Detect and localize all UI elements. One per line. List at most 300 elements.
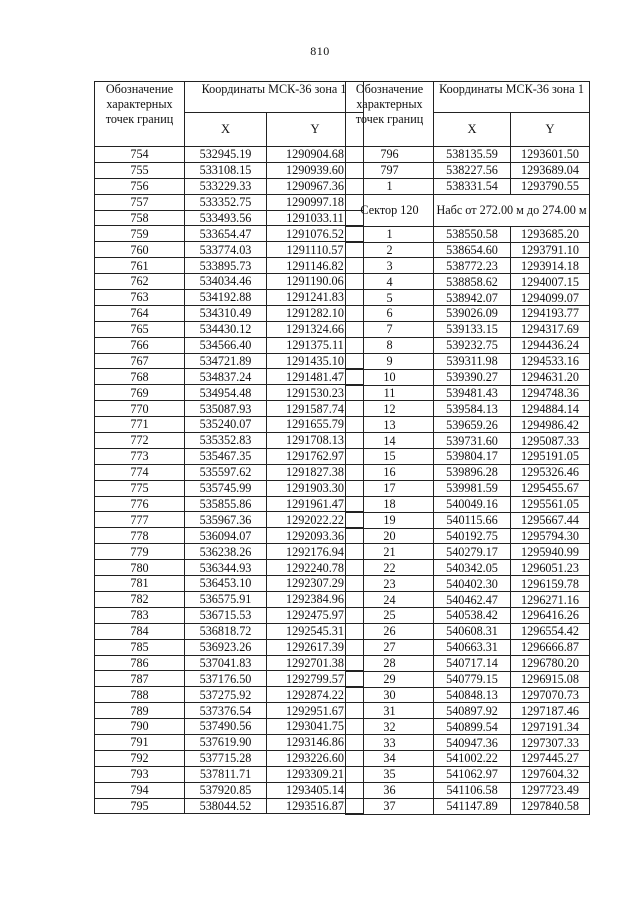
- point-id-cell: 763: [95, 290, 185, 306]
- table-row: [346, 671, 590, 687]
- table-row: [346, 576, 590, 592]
- point-id-cell: 793: [95, 766, 185, 782]
- x-coordinate-cell: 536575.91: [185, 591, 267, 607]
- y-coordinate-cell: 1291110.57: [267, 242, 364, 258]
- table-row: [95, 321, 364, 337]
- y-coordinate-cell: 1293309.21: [267, 766, 364, 782]
- y-coordinate-cell: 1292701.38: [267, 655, 364, 671]
- y-coordinate-cell: 1292176.94: [267, 544, 364, 560]
- y-coordinate-cell: 1291190.06: [267, 274, 364, 290]
- table-row: [346, 560, 590, 576]
- table-row: [346, 290, 590, 306]
- point-id-cell: 25: [346, 608, 434, 624]
- point-id-cell: 785: [95, 639, 185, 655]
- point-id-cell: 3: [346, 258, 434, 274]
- y-coordinate-cell: 1294986.42: [511, 417, 590, 433]
- y-coordinate-cell: 1291903.30: [267, 480, 364, 496]
- x-coordinate-cell: 536344.93: [185, 560, 267, 576]
- table-row: [95, 798, 364, 814]
- table-row: [346, 226, 590, 242]
- x-coordinate-cell: 533774.03: [185, 242, 267, 258]
- point-id-cell: 795: [95, 798, 185, 814]
- table-row: [346, 544, 590, 560]
- y-coordinate-cell: 1297840.58: [511, 798, 590, 814]
- y-coordinate-cell: 1295087.33: [511, 433, 590, 449]
- table-row: [95, 496, 364, 512]
- x-coordinate-cell: 538227.56: [434, 162, 511, 178]
- table-row: [95, 703, 364, 719]
- y-coordinate-cell: 1292874.22: [267, 687, 364, 703]
- x-coordinate-cell: 536923.26: [185, 639, 267, 655]
- coord-group-header: Координаты МСК-36 зона 1: [185, 82, 364, 113]
- point-id-cell: 32: [346, 719, 434, 735]
- coord-group-header: Координаты МСК-36 зона 1: [434, 82, 590, 113]
- x-coordinate-cell: 533108.15: [185, 162, 267, 178]
- table-row: [95, 385, 364, 401]
- x-coordinate-cell: 539026.09: [434, 306, 511, 322]
- table-row: [95, 671, 364, 687]
- x-coordinate-cell: 537176.50: [185, 671, 267, 687]
- table-row: [346, 751, 590, 767]
- y-coordinate-cell: 1293146.86: [267, 734, 364, 750]
- table-row: [95, 512, 364, 528]
- table-row: [95, 750, 364, 766]
- table-row: [95, 782, 364, 798]
- point-id-cell: 771: [95, 417, 185, 433]
- point-id-cell: 791: [95, 734, 185, 750]
- point-id-cell: 767: [95, 353, 185, 369]
- y-coordinate-cell: 1291827.38: [267, 464, 364, 480]
- table-row: [346, 274, 590, 290]
- x-coordinate-cell: 537920.85: [185, 782, 267, 798]
- point-id-cell: 29: [346, 671, 434, 687]
- table-row: [346, 703, 590, 719]
- y-coordinate-cell: 1294099.07: [511, 290, 590, 306]
- y-coordinate-cell: 1292307.29: [267, 576, 364, 592]
- table-row: [95, 560, 364, 576]
- table-row: [346, 782, 590, 798]
- y-coordinate-cell: 1292951.67: [267, 703, 364, 719]
- x-header: X: [434, 113, 511, 147]
- x-coordinate-cell: 537619.90: [185, 734, 267, 750]
- table-row: [95, 417, 364, 433]
- x-coordinate-cell: 540779.15: [434, 671, 511, 687]
- x-coordinate-cell: 535967.36: [185, 512, 267, 528]
- point-id-cell: 769: [95, 385, 185, 401]
- table-row: [346, 162, 590, 178]
- x-coordinate-cell: 538654.60: [434, 242, 511, 258]
- point-id-cell: 30: [346, 687, 434, 703]
- x-coordinate-cell: 532945.19: [185, 147, 267, 163]
- point-id-cell: 762: [95, 274, 185, 290]
- table-row: [95, 719, 364, 735]
- sector-range: Набс от 272.00 м до 274.00 м: [434, 194, 590, 226]
- y-coordinate-cell: 1294317.69: [511, 322, 590, 338]
- x-coordinate-cell: 540402.30: [434, 576, 511, 592]
- y-coordinate-cell: 1293685.20: [511, 226, 590, 242]
- x-coordinate-cell: 536715.53: [185, 607, 267, 623]
- y-coordinate-cell: 1297723.49: [511, 782, 590, 798]
- table-row: [346, 449, 590, 465]
- point-id-cell: 781: [95, 576, 185, 592]
- y-coordinate-cell: 1291708.13: [267, 433, 364, 449]
- table-row: [95, 576, 364, 592]
- x-coordinate-cell: 534034.46: [185, 274, 267, 290]
- y-coordinate-cell: 1291076.52: [267, 226, 364, 242]
- point-id-cell: 784: [95, 623, 185, 639]
- table-row: [95, 766, 364, 782]
- point-id-cell: 36: [346, 782, 434, 798]
- y-coordinate-cell: 1293041.75: [267, 719, 364, 735]
- point-id-cell: 766: [95, 337, 185, 353]
- table-row: [346, 258, 590, 274]
- point-id-cell: 11: [346, 385, 434, 401]
- y-coordinate-cell: 1297307.33: [511, 735, 590, 751]
- x-coordinate-cell: 538044.52: [185, 798, 267, 814]
- x-coordinate-cell: 540049.16: [434, 496, 511, 512]
- x-coordinate-cell: 534566.40: [185, 337, 267, 353]
- point-id-cell: 19: [346, 512, 434, 528]
- point-id-cell: 757: [95, 194, 185, 210]
- y-coordinate-cell: 1296666.87: [511, 639, 590, 655]
- table-row: [95, 655, 364, 671]
- x-coordinate-cell: 537376.54: [185, 703, 267, 719]
- table-row: [95, 448, 364, 464]
- y-coordinate-cell: 1291587.74: [267, 401, 364, 417]
- x-coordinate-cell: 538942.07: [434, 290, 511, 306]
- point-id-cell: 796: [346, 147, 434, 163]
- x-coordinate-cell: 541106.58: [434, 782, 511, 798]
- point-id-cell: 790: [95, 719, 185, 735]
- point-id-cell: 777: [95, 512, 185, 528]
- x-coordinate-cell: 538550.58: [434, 226, 511, 242]
- point-id-cell: 758: [95, 210, 185, 226]
- table-row: [95, 734, 364, 750]
- point-id-cell: 1: [346, 178, 434, 194]
- y-coordinate-cell: 1290967.36: [267, 178, 364, 194]
- x-coordinate-cell: 535087.93: [185, 401, 267, 417]
- table-row: [346, 735, 590, 751]
- x-coordinate-cell: 541147.89: [434, 798, 511, 814]
- y-coordinate-cell: 1291762.97: [267, 448, 364, 464]
- x-coordinate-cell: 539804.17: [434, 449, 511, 465]
- x-coordinate-cell: 539584.13: [434, 401, 511, 417]
- point-id-cell: 761: [95, 258, 185, 274]
- coordinates-table-left: [94, 81, 364, 814]
- table-row: [95, 607, 364, 623]
- point-id-cell: 788: [95, 687, 185, 703]
- sector-label: Сектор 120: [346, 194, 434, 226]
- y-coordinate-cell: 1296051.23: [511, 560, 590, 576]
- table-row: [95, 242, 364, 258]
- table-row: [346, 178, 590, 194]
- table-row: [346, 322, 590, 338]
- x-coordinate-cell: 537490.56: [185, 719, 267, 735]
- point-id-cell: 756: [95, 178, 185, 194]
- point-id-cell: 6: [346, 306, 434, 322]
- y-coordinate-cell: 1292384.96: [267, 591, 364, 607]
- point-id-cell: 22: [346, 560, 434, 576]
- point-id-cell: 786: [95, 655, 185, 671]
- table-row: [95, 623, 364, 639]
- point-id-cell: 12: [346, 401, 434, 417]
- x-coordinate-cell: 540608.31: [434, 623, 511, 639]
- y-coordinate-cell: 1296159.78: [511, 576, 590, 592]
- table-row: [95, 226, 364, 242]
- y-coordinate-cell: 1294193.77: [511, 306, 590, 322]
- y-coordinate-cell: 1293405.14: [267, 782, 364, 798]
- x-coordinate-cell: 539232.75: [434, 337, 511, 353]
- x-coordinate-cell: 539659.26: [434, 417, 511, 433]
- x-coordinate-cell: 537275.92: [185, 687, 267, 703]
- y-coordinate-cell: 1295191.05: [511, 449, 590, 465]
- point-id-cell: 780: [95, 560, 185, 576]
- y-coordinate-cell: 1292093.36: [267, 528, 364, 544]
- table-row: [346, 147, 590, 163]
- y-coordinate-cell: 1291655.79: [267, 417, 364, 433]
- y-coordinate-cell: 1294007.15: [511, 274, 590, 290]
- x-coordinate-cell: 537715.28: [185, 750, 267, 766]
- y-coordinate-cell: 1296554.42: [511, 623, 590, 639]
- y-coordinate-cell: 1293516.87: [267, 798, 364, 814]
- point-id-cell: 787: [95, 671, 185, 687]
- point-id-cell: 5: [346, 290, 434, 306]
- point-id-cell: 7: [346, 322, 434, 338]
- point-id-cell: 8: [346, 337, 434, 353]
- x-coordinate-cell: 540115.66: [434, 512, 511, 528]
- table-row: [346, 465, 590, 481]
- y-coordinate-cell: 1290997.18: [267, 194, 364, 210]
- y-coordinate-cell: 1293226.60: [267, 750, 364, 766]
- point-id-cell: 24: [346, 592, 434, 608]
- y-header: Y: [511, 113, 590, 147]
- table-row: [346, 639, 590, 655]
- point-id-cell: 9: [346, 353, 434, 369]
- y-coordinate-cell: 1291282.10: [267, 305, 364, 321]
- x-coordinate-cell: 540717.14: [434, 655, 511, 671]
- x-coordinate-cell: 538331.54: [434, 178, 511, 194]
- table-row: [95, 528, 364, 544]
- y-coordinate-cell: 1291033.11: [267, 210, 364, 226]
- sector-row: [346, 194, 590, 226]
- table-row: [95, 290, 364, 306]
- y-coordinate-cell: 1293791.10: [511, 242, 590, 258]
- point-id-cell: 772: [95, 433, 185, 449]
- y-coordinate-cell: 1295940.99: [511, 544, 590, 560]
- table-row: [346, 655, 590, 671]
- x-coordinate-cell: 534837.24: [185, 369, 267, 385]
- point-id-cell: 775: [95, 480, 185, 496]
- table-row: [346, 417, 590, 433]
- y-coordinate-cell: 1294748.36: [511, 385, 590, 401]
- table-row: [95, 258, 364, 274]
- x-coordinate-cell: 535467.35: [185, 448, 267, 464]
- point-id-cell: 15: [346, 449, 434, 465]
- table-row: [346, 512, 590, 528]
- x-coordinate-cell: 539981.59: [434, 480, 511, 496]
- y-coordinate-cell: 1293601.50: [511, 147, 590, 163]
- point-id-cell: 764: [95, 305, 185, 321]
- point-id-cell: 783: [95, 607, 185, 623]
- y-coordinate-cell: 1295455.67: [511, 480, 590, 496]
- point-id-cell: 789: [95, 703, 185, 719]
- y-coordinate-cell: 1291146.82: [267, 258, 364, 274]
- table-row: [346, 337, 590, 353]
- table-row: [95, 178, 364, 194]
- table-row: [346, 687, 590, 703]
- x-coordinate-cell: 540538.42: [434, 608, 511, 624]
- table-row: [346, 369, 590, 385]
- point-id-cell: 797: [346, 162, 434, 178]
- y-coordinate-cell: 1292545.31: [267, 623, 364, 639]
- point-id-cell: 33: [346, 735, 434, 751]
- x-coordinate-cell: 533229.33: [185, 178, 267, 194]
- table-row: [346, 623, 590, 639]
- y-coordinate-cell: 1291324.66: [267, 321, 364, 337]
- table-row: [95, 305, 364, 321]
- point-id-cell: 760: [95, 242, 185, 258]
- point-id-cell: 21: [346, 544, 434, 560]
- y-coordinate-cell: 1291530.23: [267, 385, 364, 401]
- y-coordinate-cell: 1291481.47: [267, 369, 364, 385]
- x-coordinate-cell: 537041.83: [185, 655, 267, 671]
- x-coordinate-cell: 533654.47: [185, 226, 267, 242]
- point-id-cell: 34: [346, 751, 434, 767]
- point-id-cell: 768: [95, 369, 185, 385]
- x-coordinate-cell: 538135.59: [434, 147, 511, 163]
- y-coordinate-cell: 1293790.55: [511, 178, 590, 194]
- table-row: [95, 194, 364, 210]
- y-coordinate-cell: 1295794.30: [511, 528, 590, 544]
- x-coordinate-cell: 538772.23: [434, 258, 511, 274]
- y-coordinate-cell: 1291375.11: [267, 337, 364, 353]
- point-id-cell: 776: [95, 496, 185, 512]
- y-coordinate-cell: 1291435.10: [267, 353, 364, 369]
- table-row: [346, 719, 590, 735]
- x-coordinate-cell: 540192.75: [434, 528, 511, 544]
- y-coordinate-cell: 1292475.97: [267, 607, 364, 623]
- table-row: [346, 433, 590, 449]
- table-row: [95, 480, 364, 496]
- y-coordinate-cell: 1294436.24: [511, 337, 590, 353]
- y-header: Y: [267, 113, 364, 147]
- point-id-cell: 16: [346, 465, 434, 481]
- table-row: [95, 639, 364, 655]
- x-coordinate-cell: 539481.43: [434, 385, 511, 401]
- x-coordinate-cell: 535745.99: [185, 480, 267, 496]
- y-coordinate-cell: 1293689.04: [511, 162, 590, 178]
- x-coordinate-cell: 537811.71: [185, 766, 267, 782]
- point-id-cell: 37: [346, 798, 434, 814]
- page-number: 810: [310, 44, 330, 58]
- point-id-cell: 1: [346, 226, 434, 242]
- x-coordinate-cell: 538858.62: [434, 274, 511, 290]
- y-coordinate-cell: 1291961.47: [267, 496, 364, 512]
- point-id-cell: 779: [95, 544, 185, 560]
- y-coordinate-cell: 1291241.83: [267, 290, 364, 306]
- point-id-cell: 754: [95, 147, 185, 163]
- point-id-cell: 35: [346, 766, 434, 782]
- x-coordinate-cell: 534721.89: [185, 353, 267, 369]
- x-coordinate-cell: 541002.22: [434, 751, 511, 767]
- x-coordinate-cell: 533895.73: [185, 258, 267, 274]
- table-row: [346, 608, 590, 624]
- point-id-cell: 28: [346, 655, 434, 671]
- y-coordinate-cell: 1292799.57: [267, 671, 364, 687]
- x-coordinate-cell: 539133.15: [434, 322, 511, 338]
- point-label-header: Обозначение характерных точек границ: [346, 82, 434, 147]
- y-coordinate-cell: 1297604.32: [511, 766, 590, 782]
- table-row: [95, 274, 364, 290]
- point-id-cell: 23: [346, 576, 434, 592]
- x-coordinate-cell: 536818.72: [185, 623, 267, 639]
- table-row: [95, 162, 364, 178]
- y-coordinate-cell: 1296271.16: [511, 592, 590, 608]
- point-id-cell: 778: [95, 528, 185, 544]
- x-coordinate-cell: 534192.88: [185, 290, 267, 306]
- table-row: [346, 496, 590, 512]
- point-id-cell: 770: [95, 401, 185, 417]
- point-id-cell: 774: [95, 464, 185, 480]
- point-id-cell: 792: [95, 750, 185, 766]
- y-coordinate-cell: 1296780.20: [511, 655, 590, 671]
- x-coordinate-cell: 534954.48: [185, 385, 267, 401]
- point-id-cell: 759: [95, 226, 185, 242]
- point-id-cell: 10: [346, 369, 434, 385]
- table-row: [95, 337, 364, 353]
- table-row: [95, 147, 364, 163]
- y-coordinate-cell: 1294533.16: [511, 353, 590, 369]
- y-coordinate-cell: 1296416.26: [511, 608, 590, 624]
- coordinates-table-right: [345, 81, 590, 815]
- table-row: [95, 433, 364, 449]
- point-id-cell: 14: [346, 433, 434, 449]
- y-coordinate-cell: 1297070.73: [511, 687, 590, 703]
- table-row: [346, 766, 590, 782]
- point-id-cell: 755: [95, 162, 185, 178]
- point-id-cell: 26: [346, 623, 434, 639]
- x-coordinate-cell: 539896.28: [434, 465, 511, 481]
- x-coordinate-cell: 536453.10: [185, 576, 267, 592]
- y-coordinate-cell: 1297445.27: [511, 751, 590, 767]
- x-coordinate-cell: 540342.05: [434, 560, 511, 576]
- table-row: [346, 306, 590, 322]
- y-coordinate-cell: 1295561.05: [511, 496, 590, 512]
- point-id-cell: 27: [346, 639, 434, 655]
- x-coordinate-cell: 535855.86: [185, 496, 267, 512]
- point-id-cell: 4: [346, 274, 434, 290]
- point-id-cell: 773: [95, 448, 185, 464]
- point-id-cell: 794: [95, 782, 185, 798]
- point-id-cell: 2: [346, 242, 434, 258]
- x-coordinate-cell: 534430.12: [185, 321, 267, 337]
- x-coordinate-cell: 540947.36: [434, 735, 511, 751]
- table-row: [95, 210, 364, 226]
- table-row: [95, 464, 364, 480]
- x-coordinate-cell: 533352.75: [185, 194, 267, 210]
- y-coordinate-cell: 1295667.44: [511, 512, 590, 528]
- y-coordinate-cell: 1296915.08: [511, 671, 590, 687]
- point-id-cell: 17: [346, 480, 434, 496]
- y-coordinate-cell: 1297191.34: [511, 719, 590, 735]
- y-coordinate-cell: 1297187.46: [511, 703, 590, 719]
- x-coordinate-cell: 533493.56: [185, 210, 267, 226]
- point-id-cell: 765: [95, 321, 185, 337]
- x-header: X: [185, 113, 267, 147]
- point-id-cell: 18: [346, 496, 434, 512]
- x-coordinate-cell: 535240.07: [185, 417, 267, 433]
- x-coordinate-cell: 541062.97: [434, 766, 511, 782]
